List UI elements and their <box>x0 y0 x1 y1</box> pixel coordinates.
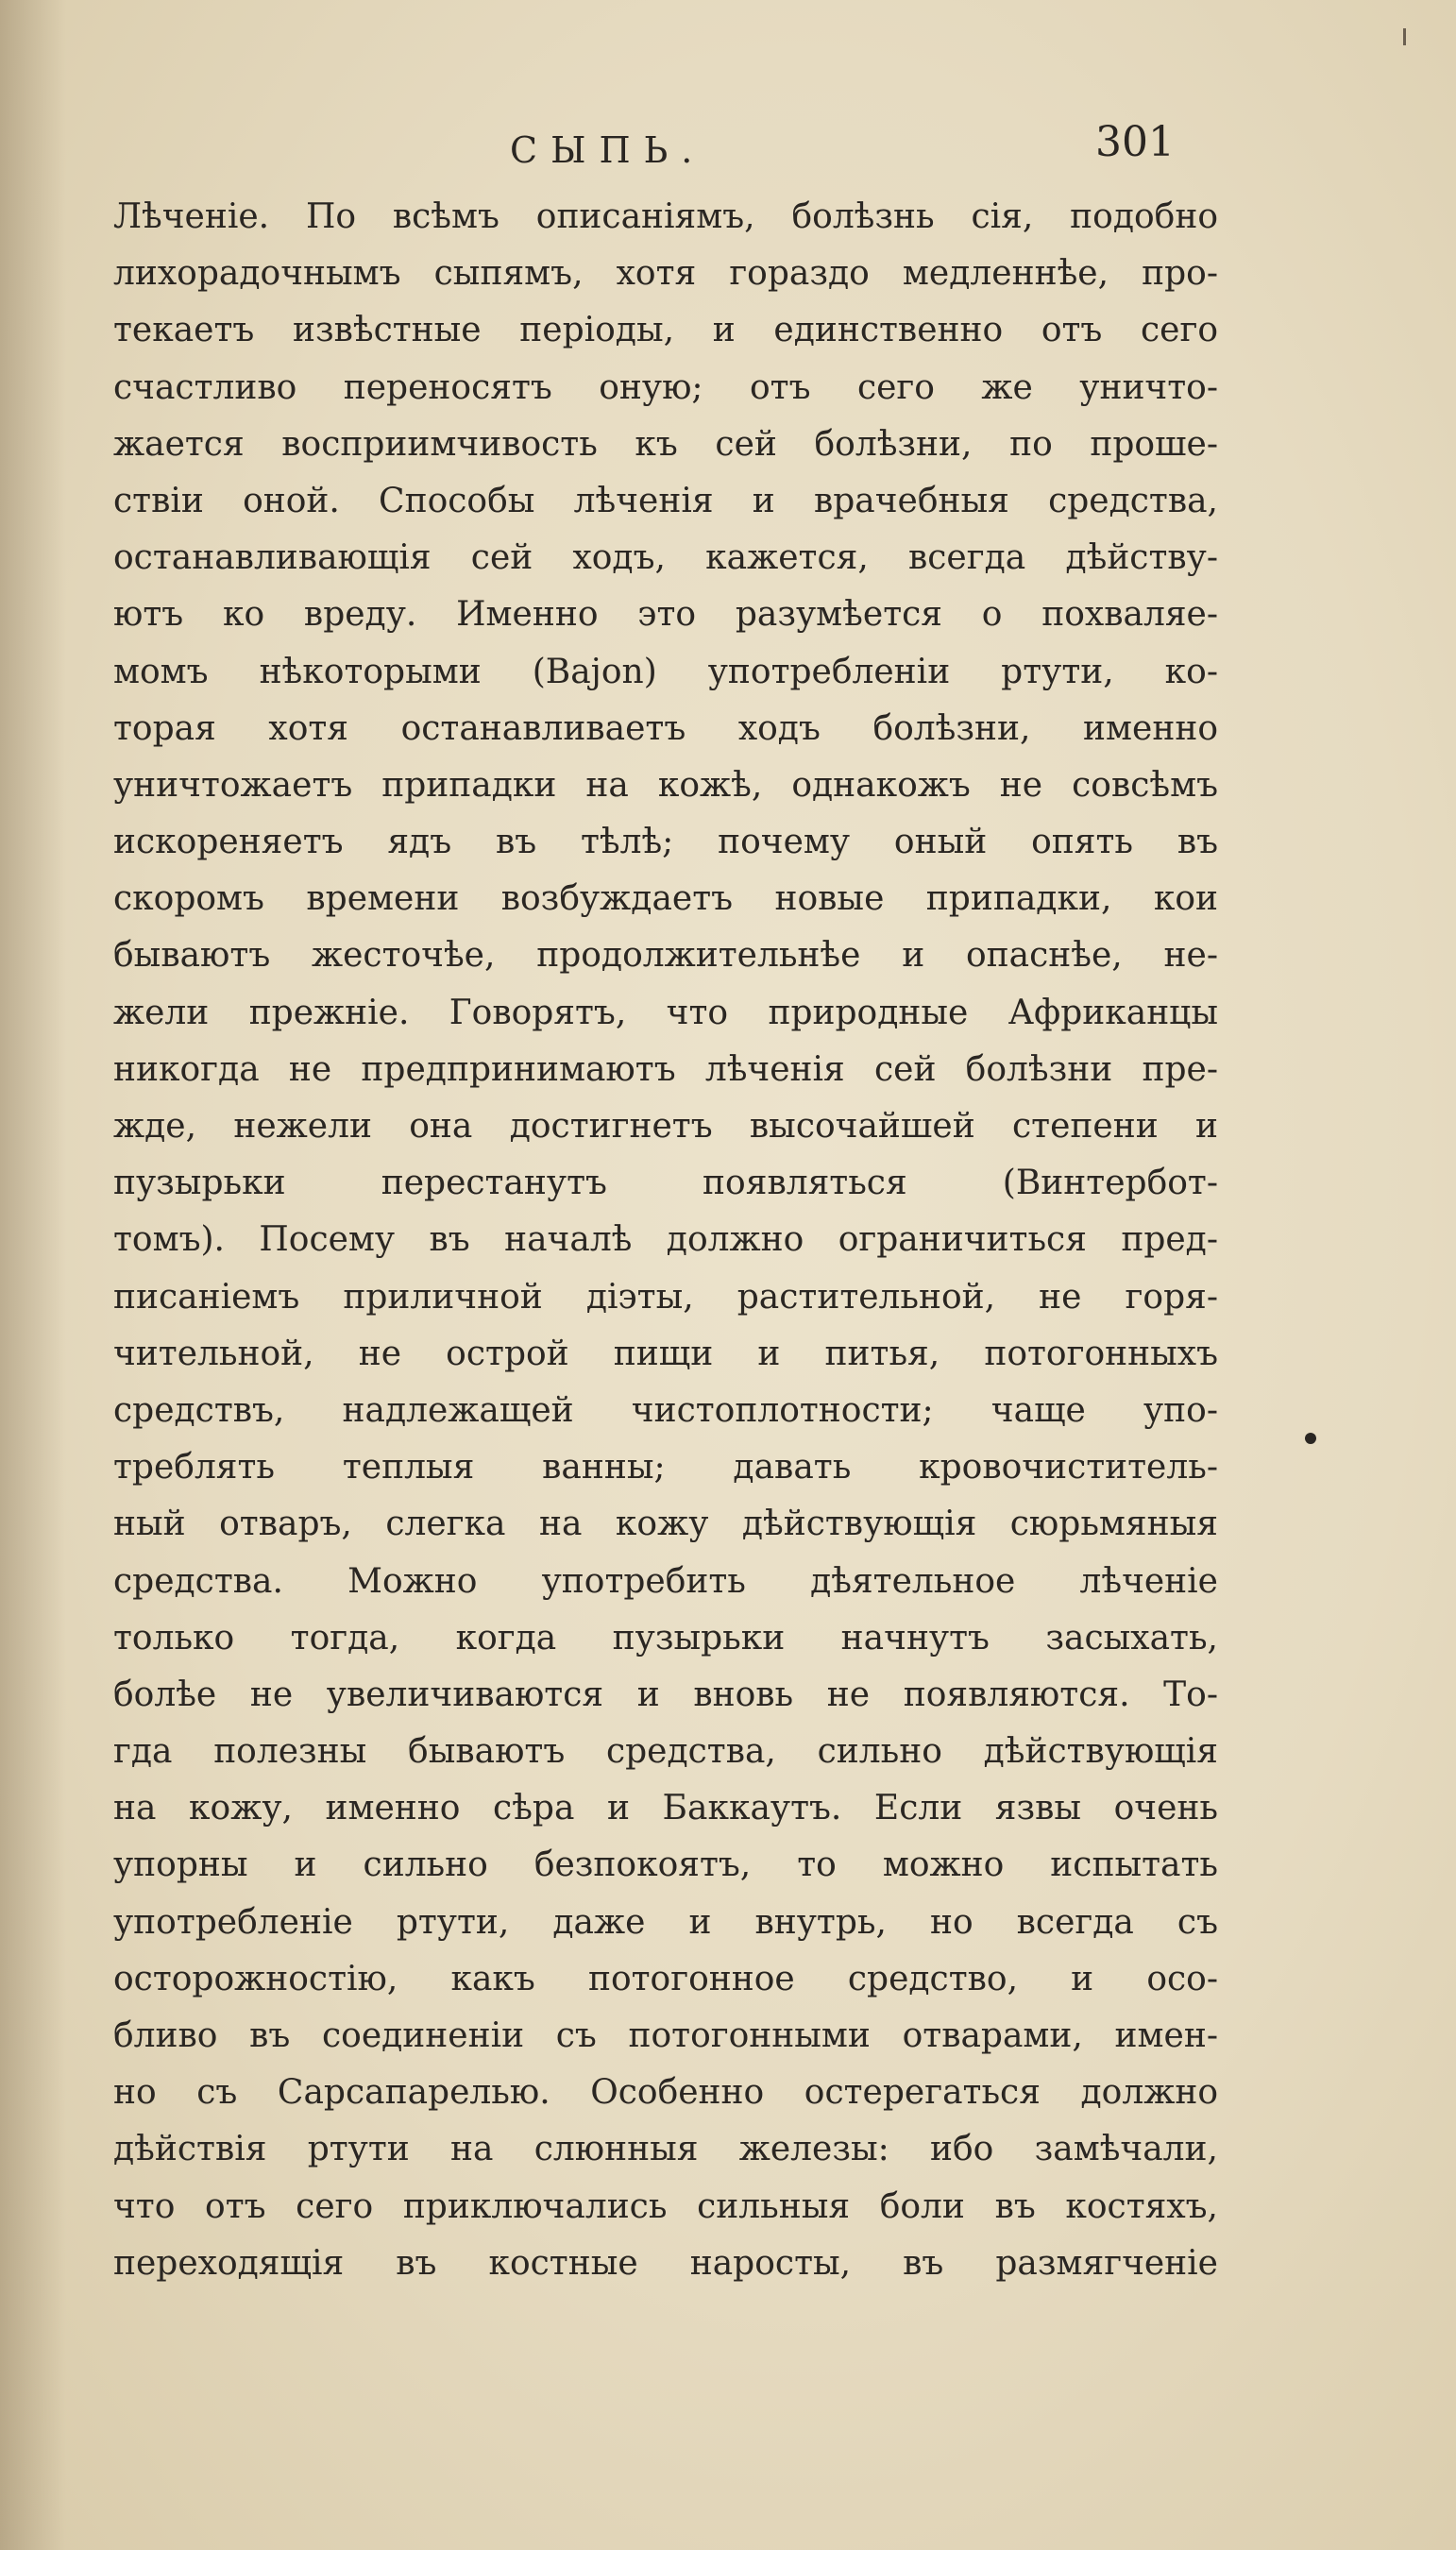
body-text <box>113 189 1218 2292</box>
text-line: ютъ ко вреду. Именно это разумѣется о похваляе- <box>113 595 1218 635</box>
text-line: жели прежніе. Говорятъ, что природные Африканцы <box>113 993 1218 1032</box>
text-line: томъ). Посему въ началѣ должно ограничиться пред- <box>113 1220 1218 1260</box>
text-line: ствіи оной. Способы лѣченія и врачебныя средства, <box>113 481 1218 520</box>
text-line: пузырьки перестанутъ появляться (Винтербот- <box>113 1164 1218 1203</box>
text-line: Лѣченіе. По всѣмъ описаніямъ, болѣзнь сія, подобно <box>113 197 1218 236</box>
text-line: счастливо переносятъ оную; отъ сего же уничто- <box>113 367 1218 407</box>
text-line: употребленіе ртути, даже и внутрь, но всегда съ <box>113 1902 1218 1942</box>
text-line: средства. Можно употребить дѣятельное лѣченіе <box>113 1561 1218 1601</box>
text-line: что отъ сего приключались сильныя боли въ костяхъ, <box>113 2186 1218 2226</box>
text-line: торая хотя останавливаетъ ходъ болѣзни, именно <box>113 708 1218 748</box>
page-edge-mark <box>1403 28 1406 45</box>
text-line: лихорадочнымъ сыпямъ, хотя гораздо медленнѣе, про- <box>113 254 1218 294</box>
text-line: упорны и сильно безпокоятъ, то можно испытать <box>113 1845 1218 1885</box>
text-line: жается восприимчивость къ сей болѣзни, по проше- <box>113 424 1218 464</box>
text-line: уничтожаетъ припадки на кожѣ, однакожъ не совсѣмъ <box>113 765 1218 805</box>
text-line: только тогда, когда пузырьки начнутъ засыхать, <box>113 1618 1218 1658</box>
text-line: переходящія въ костные наросты, въ размягченіе <box>113 2243 1218 2283</box>
text-line: болѣе не увеличиваются и вновь не появляются. То- <box>113 1674 1218 1714</box>
text-line: ный отваръ, слегка на кожу дѣйствующія сюрьмяныя <box>113 1504 1218 1544</box>
text-line: гда полезны бываютъ средства, сильно дѣйствующія <box>113 1732 1218 1772</box>
text-line: но съ Сарсапарелью. Особенно остерегаться должно <box>113 2073 1218 2113</box>
text-line: скоромъ времени возбуждаетъ новые припадки, кои <box>113 879 1218 919</box>
text-line: средствъ, надлежащей чистоплотности; чаще упо- <box>113 1390 1218 1430</box>
text-line: дѣйствія ртути на слюнныя железы: ибо замѣчали, <box>113 2130 1218 2169</box>
text-line: на кожу, именно сѣра и Баккаутъ. Если язвы очень <box>113 1789 1218 1828</box>
text-line: бываютъ жесточѣе, продолжительнѣе и опаснѣе, не- <box>113 936 1218 976</box>
text-line: чительной, не острой пищи и питья, потогонныхъ <box>113 1334 1218 1373</box>
page-header <box>0 118 1456 184</box>
text-line: писаніемъ приличной діэты, растительной, не горя- <box>113 1277 1218 1317</box>
text-line: останавливающія сей ходъ, кажется, всегда дѣйству- <box>113 538 1218 578</box>
binding-shadow <box>0 0 66 2550</box>
text-line: треблять теплыя ванны; давать кровочиститель- <box>113 1448 1218 1488</box>
page-number: 301 <box>1095 118 1175 166</box>
text-line: текаетъ извѣстные періоды, и единственно отъ сего <box>113 311 1218 350</box>
text-line: осторожностію, какъ потогонное средство, и осо- <box>113 1959 1218 1998</box>
text-line: жде, нежели она достигнетъ высочайшей степени и <box>113 1107 1218 1146</box>
ink-dot <box>1305 1433 1316 1444</box>
text-line: момъ нѣкоторыми (Вajon) употребленіи ртути, ко- <box>113 652 1218 691</box>
running-head: СЫПЬ. <box>510 129 706 171</box>
text-line: бливо въ соединеніи съ потогонными отварами, имен- <box>113 2016 1218 2055</box>
text-line: никогда не предпринимаютъ лѣченія сей болѣзни пре- <box>113 1049 1218 1089</box>
text-line: искореняетъ ядъ въ тѣлѣ; почему оный опять въ <box>113 823 1218 862</box>
